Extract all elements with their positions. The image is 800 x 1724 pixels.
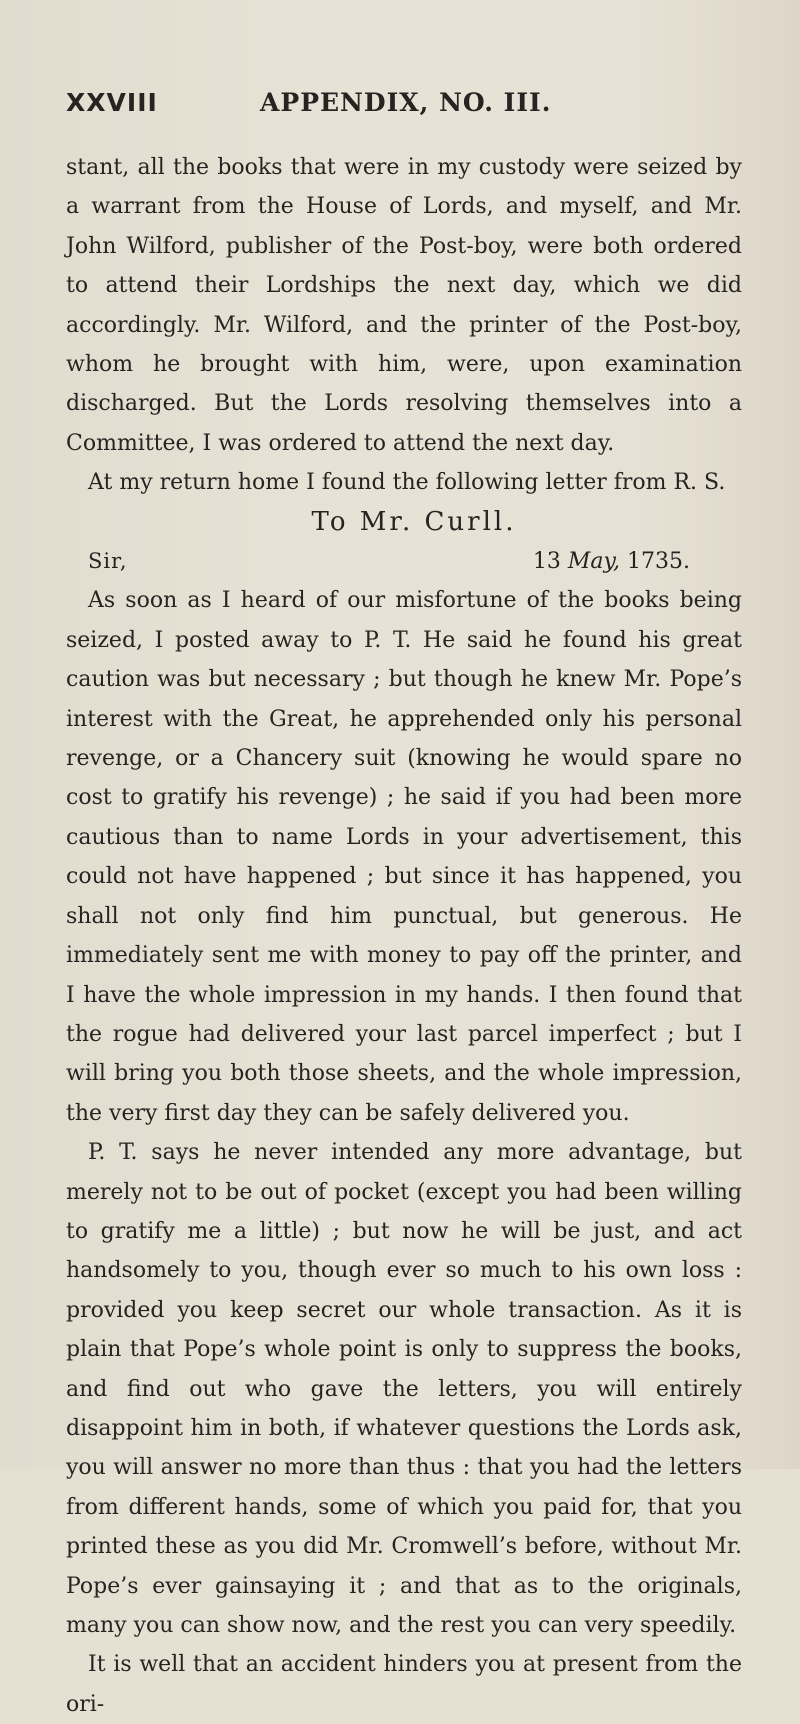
letter-paragraph: As soon as I heard of our misfortune of the books being seized, I posted away to P. T. He said he found his great caution was but necessary ; but though he knew Mr. Pope’s interest with the Great, he apprehended only his personal revenge, or a Chancery suit (knowing he would spare no cost to gratify his revenge) ; he said if you had been more cautious than to name Lords in your advertisement, this could not have happened ; but since it has happened, you shall not only find him punctual, but generous. He immediately sent me with money to pay off the printer, and I have the whole impression in my hands. I then found that the rogue had delivered your last parcel imperfect ; but I will bring you both those sheets, and the whole impression, the very first day they can be safely delivered you.	[66, 588, 742, 1126]
letter-date-day: 13	[532, 549, 561, 575]
letter-paragraph: P. T. says he never intended any more advantage, but merely not to be out of pocket (except you had been willing to gratify me a little) ; but now he will be just, and act handsomely to you, though ever so much to his own loss : provided you keep secret our whole transaction. As it is plain that Pope’s whole point is only to suppress the books, and find out who gave the letters, you will entirely disappoint him in both, if whatever questions the Lords ask, you will answer no more than thus : that you had the letters from different hands, some of which you paid for, that you printed these as you did Mr. Cromwell’s before, without Mr. Pope’s ever gainsaying it ; and that as to the originals, many you can show now, and the rest you can very speedily.	[66, 1140, 742, 1639]
paragraph: At my return home I found the following letter from R. S.	[88, 470, 726, 496]
page-number: XXVIII	[66, 88, 158, 117]
letter-date-year: 1735.	[627, 549, 690, 575]
letter-heading: To Mr. Curll.	[311, 506, 517, 537]
paragraph: stant, all the books that were in my custody were seized by a warrant from the House of Lords, and myself, and Mr. John Wilford, publisher of the Post-boy, were both ordered to attend their Lordships the next day, which we did accordingly. Mr. Wilford, and the printer of the Post-boy, whom he brought with him, were, upon examination discharged. But the Lords resolving themselves into a Committee, I was ordered to attend the next day.	[66, 155, 742, 456]
letter-paragraph: It is well that an accident hinders you at present from the ori-	[66, 1652, 742, 1717]
letter-salutation-line	[66, 542, 742, 581]
letter-date	[533, 542, 690, 581]
page-body	[66, 148, 742, 1724]
page-header	[66, 88, 740, 128]
running-head: APPENDIX, NO. III.	[260, 88, 552, 117]
letter-salutation: Sir,	[88, 549, 128, 574]
letter-date-month: May,	[567, 549, 621, 575]
